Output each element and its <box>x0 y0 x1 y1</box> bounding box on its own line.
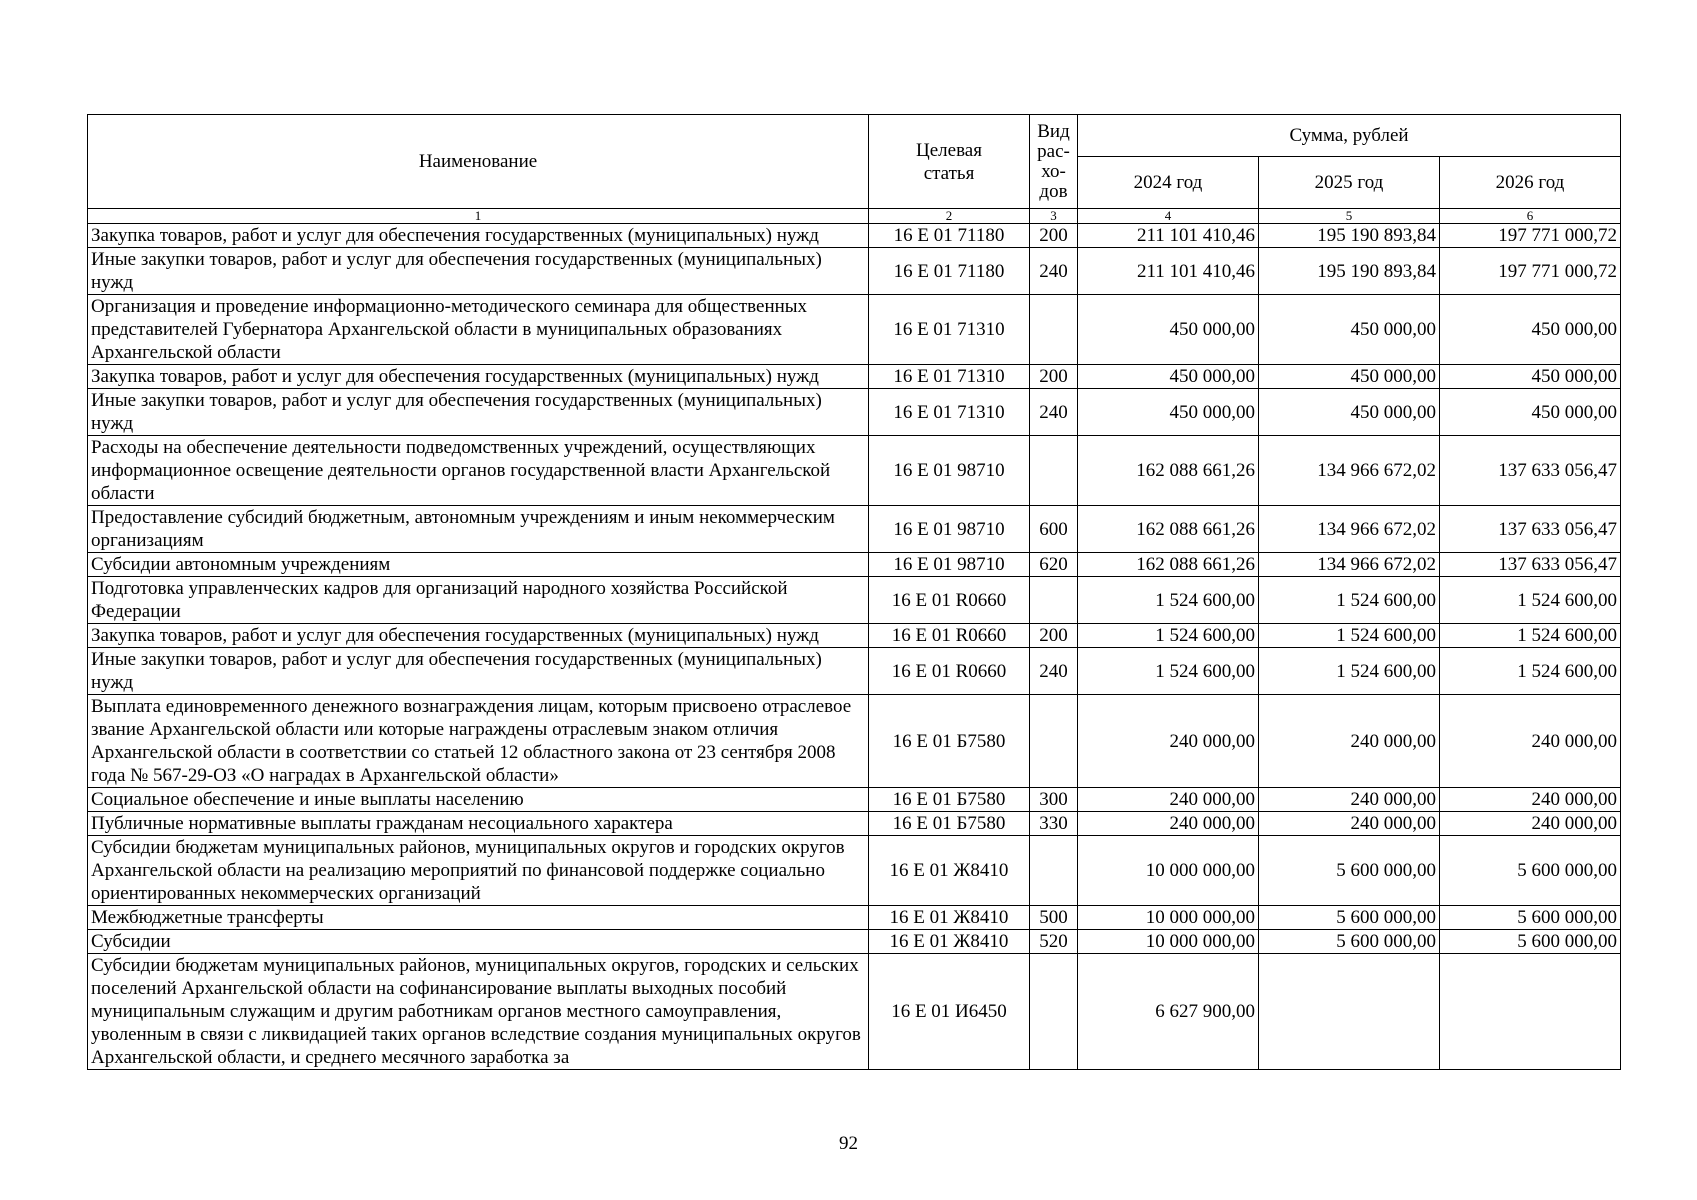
table-row <box>88 648 1621 695</box>
table-row <box>88 812 1621 836</box>
row-amount-2024: 450 000,00 <box>1078 295 1259 365</box>
column-number: 6 <box>1440 209 1621 224</box>
row-name: Закупка товаров, работ и услуг для обеспечения государственных (муниципальных) нужд <box>88 624 869 648</box>
row-amount-2024: 450 000,00 <box>1078 365 1259 389</box>
row-code: 16 Е 01 71180 <box>869 248 1030 295</box>
row-code: 16 Е 01 Б7580 <box>869 812 1030 836</box>
row-type: 240 <box>1030 389 1078 436</box>
row-amount-2025: 134 966 672,02 <box>1259 553 1440 577</box>
row-code: 16 Е 01 Ж8410 <box>869 906 1030 930</box>
row-amount-2024: 211 101 410,46 <box>1078 224 1259 248</box>
table-body <box>88 224 1621 1070</box>
row-name: Иные закупки товаров, работ и услуг для обеспечения государственных (муниципальных) нужд <box>88 648 869 695</box>
row-name: Иные закупки товаров, работ и услуг для обеспечения государственных (муниципальных) нужд <box>88 389 869 436</box>
header-year-2026: 2026 год <box>1440 157 1621 209</box>
row-code: 16 Е 01 98710 <box>869 553 1030 577</box>
header-target-article: Целевая статья <box>869 115 1030 209</box>
column-number: 5 <box>1259 209 1440 224</box>
row-name: Иные закупки товаров, работ и услуг для обеспечения государственных (муниципальных) нужд <box>88 248 869 295</box>
row-code: 16 Е 01 Б7580 <box>869 695 1030 788</box>
row-amount-2025: 240 000,00 <box>1259 695 1440 788</box>
header-sum: Сумма, рублей <box>1078 115 1621 157</box>
table-row <box>88 788 1621 812</box>
row-amount-2026: 197 771 000,72 <box>1440 224 1621 248</box>
row-amount-2026: 137 633 056,47 <box>1440 553 1621 577</box>
row-code: 16 Е 01 Ж8410 <box>869 930 1030 954</box>
header-expense-type-line: рас- <box>1037 140 1070 162</box>
row-type: 200 <box>1030 365 1078 389</box>
header-year-2025: 2025 год <box>1259 157 1440 209</box>
row-amount-2026: 450 000,00 <box>1440 389 1621 436</box>
row-code: 16 Е 01 R0660 <box>869 577 1030 624</box>
row-name: Субсидии бюджетам муниципальных районов, муниципальных округов и городских округов Архангельской области на реализацию мероприятий по финансовой поддержке социально ориентированных некоммерческих организаций <box>88 836 869 906</box>
row-amount-2025: 5 600 000,00 <box>1259 930 1440 954</box>
row-type: 200 <box>1030 624 1078 648</box>
row-name: Закупка товаров, работ и услуг для обеспечения государственных (муниципальных) нужд <box>88 365 869 389</box>
row-amount-2025: 195 190 893,84 <box>1259 248 1440 295</box>
row-amount-2026 <box>1440 954 1621 1070</box>
row-code: 16 Е 01 И6450 <box>869 954 1030 1070</box>
row-code: 16 Е 01 71180 <box>869 224 1030 248</box>
header-year-2024: 2024 год <box>1078 157 1259 209</box>
header-expense-type-line: хо- <box>1041 160 1066 182</box>
row-name: Публичные нормативные выплаты гражданам несоциального характера <box>88 812 869 836</box>
row-type: 520 <box>1030 930 1078 954</box>
table-row <box>88 624 1621 648</box>
row-amount-2025: 240 000,00 <box>1259 812 1440 836</box>
row-code: 16 Е 01 71310 <box>869 365 1030 389</box>
row-name: Закупка товаров, работ и услуг для обеспечения государственных (муниципальных) нужд <box>88 224 869 248</box>
column-number: 3 <box>1030 209 1078 224</box>
row-type <box>1030 436 1078 506</box>
row-amount-2025: 240 000,00 <box>1259 788 1440 812</box>
row-amount-2024: 211 101 410,46 <box>1078 248 1259 295</box>
row-amount-2024: 450 000,00 <box>1078 389 1259 436</box>
row-amount-2026: 450 000,00 <box>1440 295 1621 365</box>
row-code: 16 Е 01 R0660 <box>869 624 1030 648</box>
row-code: 16 Е 01 71310 <box>869 295 1030 365</box>
table-row <box>88 248 1621 295</box>
row-type: 240 <box>1030 248 1078 295</box>
row-code: 16 Е 01 Б7580 <box>869 788 1030 812</box>
table-row <box>88 695 1621 788</box>
header-expense-type-line: Вид <box>1037 120 1070 142</box>
row-type: 240 <box>1030 648 1078 695</box>
row-type: 300 <box>1030 788 1078 812</box>
row-type <box>1030 577 1078 624</box>
table-row <box>88 930 1621 954</box>
row-amount-2026: 240 000,00 <box>1440 695 1621 788</box>
row-amount-2025: 5 600 000,00 <box>1259 836 1440 906</box>
row-name: Социальное обеспечение и иные выплаты населению <box>88 788 869 812</box>
row-code: 16 Е 01 R0660 <box>869 648 1030 695</box>
table-row <box>88 224 1621 248</box>
table-row <box>88 906 1621 930</box>
row-code: 16 Е 01 98710 <box>869 506 1030 553</box>
page-number: 92 <box>839 1133 858 1154</box>
row-amount-2024: 10 000 000,00 <box>1078 836 1259 906</box>
row-amount-2024: 162 088 661,26 <box>1078 436 1259 506</box>
row-amount-2025: 1 524 600,00 <box>1259 624 1440 648</box>
row-name: Субсидии <box>88 930 869 954</box>
row-type <box>1030 836 1078 906</box>
row-amount-2024: 162 088 661,26 <box>1078 553 1259 577</box>
row-code: 16 Е 01 71310 <box>869 389 1030 436</box>
row-type: 330 <box>1030 812 1078 836</box>
table-row <box>88 954 1621 1070</box>
row-amount-2026: 137 633 056,47 <box>1440 506 1621 553</box>
row-name: Расходы на обеспечение деятельности подведомственных учреждений, осуществляющих информационное освещение деятельности органов государственной власти Архангельской области <box>88 436 869 506</box>
table-row <box>88 365 1621 389</box>
row-type: 500 <box>1030 906 1078 930</box>
row-name: Организация и проведение информационно-методического семинара для общественных представителей Губернатора Архангельской области в муниципальных образованиях Архангельской области <box>88 295 869 365</box>
row-name: Межбюджетные трансферты <box>88 906 869 930</box>
row-name: Подготовка управленческих кадров для организаций народного хозяйства Российской Федерации <box>88 577 869 624</box>
row-name: Предоставление субсидий бюджетным, автономным учреждениям и иным некоммерческим организациям <box>88 506 869 553</box>
row-amount-2024: 1 524 600,00 <box>1078 624 1259 648</box>
row-amount-2026: 137 633 056,47 <box>1440 436 1621 506</box>
row-amount-2026: 450 000,00 <box>1440 365 1621 389</box>
row-code: 16 Е 01 Ж8410 <box>869 836 1030 906</box>
row-type <box>1030 695 1078 788</box>
row-amount-2024: 10 000 000,00 <box>1078 906 1259 930</box>
row-amount-2024: 6 627 900,00 <box>1078 954 1259 1070</box>
row-amount-2024: 1 524 600,00 <box>1078 577 1259 624</box>
header-expense-type <box>1030 115 1078 209</box>
row-amount-2026: 197 771 000,72 <box>1440 248 1621 295</box>
row-amount-2026: 5 600 000,00 <box>1440 836 1621 906</box>
row-amount-2026: 1 524 600,00 <box>1440 624 1621 648</box>
row-amount-2025 <box>1259 954 1440 1070</box>
row-amount-2025: 450 000,00 <box>1259 365 1440 389</box>
header-name: Наименование <box>88 115 869 209</box>
row-name: Субсидии бюджетам муниципальных районов, муниципальных округов, городских и сельских поселений Архангельской области на софинансирование выплаты выходных пособий муниципальным служащим и другим работникам органов местного самоуправления, уволенным в связи с ликвидацией таких органов вследствие создания муниципальных округов Архангельской области, и среднего месячного заработка за <box>88 954 869 1070</box>
row-amount-2026: 5 600 000,00 <box>1440 930 1621 954</box>
row-amount-2025: 1 524 600,00 <box>1259 577 1440 624</box>
row-code: 16 Е 01 98710 <box>869 436 1030 506</box>
table-row <box>88 436 1621 506</box>
row-type: 600 <box>1030 506 1078 553</box>
row-amount-2024: 240 000,00 <box>1078 788 1259 812</box>
row-amount-2024: 240 000,00 <box>1078 812 1259 836</box>
row-amount-2025: 5 600 000,00 <box>1259 906 1440 930</box>
table-row <box>88 836 1621 906</box>
row-amount-2024: 240 000,00 <box>1078 695 1259 788</box>
row-amount-2025: 450 000,00 <box>1259 389 1440 436</box>
table-row <box>88 506 1621 553</box>
table-row <box>88 295 1621 365</box>
column-number: 2 <box>869 209 1030 224</box>
row-amount-2024: 10 000 000,00 <box>1078 930 1259 954</box>
row-amount-2025: 134 966 672,02 <box>1259 506 1440 553</box>
column-number: 4 <box>1078 209 1259 224</box>
row-amount-2024: 1 524 600,00 <box>1078 648 1259 695</box>
row-type: 200 <box>1030 224 1078 248</box>
table-row <box>88 577 1621 624</box>
row-amount-2026: 1 524 600,00 <box>1440 577 1621 624</box>
header-expense-type-line: дов <box>1039 180 1068 202</box>
row-type: 620 <box>1030 553 1078 577</box>
budget-table <box>87 114 1621 1070</box>
row-amount-2025: 450 000,00 <box>1259 295 1440 365</box>
table-row <box>88 553 1621 577</box>
row-type <box>1030 295 1078 365</box>
row-amount-2026: 240 000,00 <box>1440 812 1621 836</box>
row-amount-2026: 240 000,00 <box>1440 788 1621 812</box>
row-amount-2024: 162 088 661,26 <box>1078 506 1259 553</box>
row-name: Выплата единовременного денежного вознаграждения лицам, которым присвоено отраслевое звание Архангельской области или которые награждены отраслевым знаком отличия Архангельской области в соответствии со статьей 12 областного закона от 23 сентября 2008 года № 567-29-ОЗ «О наградах в Архангельской области» <box>88 695 869 788</box>
row-amount-2026: 1 524 600,00 <box>1440 648 1621 695</box>
row-name: Субсидии автономным учреждениям <box>88 553 869 577</box>
column-number: 1 <box>88 209 869 224</box>
table-row <box>88 389 1621 436</box>
row-amount-2025: 195 190 893,84 <box>1259 224 1440 248</box>
row-amount-2025: 134 966 672,02 <box>1259 436 1440 506</box>
row-amount-2026: 5 600 000,00 <box>1440 906 1621 930</box>
row-type <box>1030 954 1078 1070</box>
row-amount-2025: 1 524 600,00 <box>1259 648 1440 695</box>
